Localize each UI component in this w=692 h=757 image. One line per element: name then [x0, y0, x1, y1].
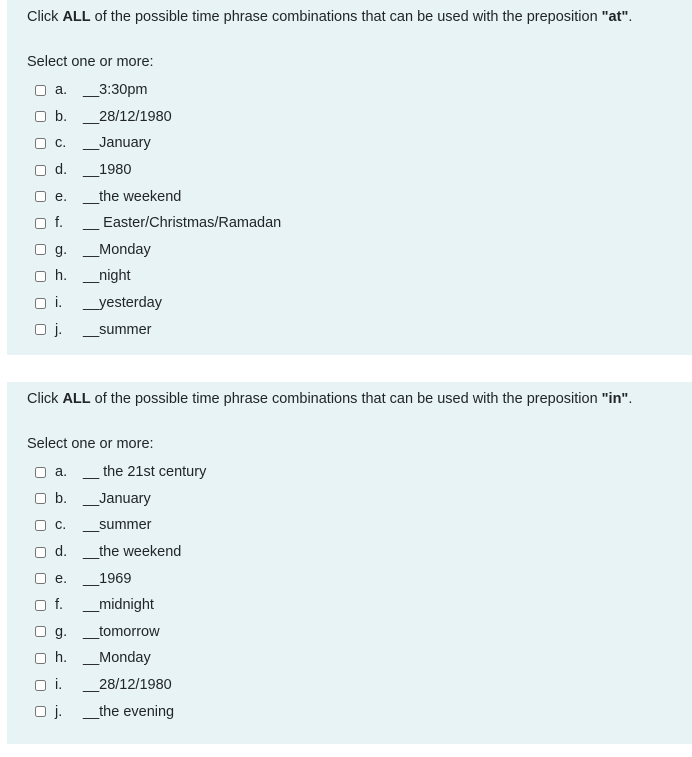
answer-checkbox[interactable] — [35, 111, 46, 122]
answer-letter: a. — [55, 82, 68, 99]
answer-checkbox[interactable] — [35, 493, 46, 504]
answer-text[interactable]: __night — [83, 268, 131, 285]
answer-checkbox[interactable] — [35, 218, 46, 229]
answer-text[interactable]: __28/12/1980 — [83, 677, 172, 694]
question-preposition: "in" — [601, 391, 629, 407]
answer-list — [35, 459, 206, 725]
question-1-panel — [7, 0, 692, 355]
answer-option[interactable] — [35, 512, 206, 539]
answer-letter: i. — [55, 295, 63, 312]
answer-checkbox[interactable] — [35, 626, 46, 637]
answer-letter: g. — [55, 241, 68, 258]
answer-option[interactable] — [35, 263, 281, 290]
answer-checkbox[interactable] — [35, 467, 46, 478]
answer-letter: f. — [55, 215, 64, 232]
answer-text[interactable]: __January — [83, 490, 151, 507]
answer-letter: d. — [55, 162, 68, 179]
answer-checkbox[interactable] — [35, 324, 46, 335]
answer-option[interactable] — [35, 77, 281, 104]
answer-letter: h. — [55, 650, 68, 667]
answer-checkbox[interactable] — [35, 573, 46, 584]
answer-list — [35, 77, 281, 343]
answer-text[interactable]: __Monday — [83, 241, 151, 258]
answer-letter: e. — [55, 188, 68, 205]
question-text-start: Click — [27, 9, 63, 25]
answer-letter: d. — [55, 544, 68, 561]
answer-checkbox[interactable] — [35, 271, 46, 282]
answer-option[interactable] — [35, 486, 206, 513]
answer-checkbox[interactable] — [35, 680, 46, 691]
answer-text[interactable]: __tomorrow — [83, 623, 160, 640]
answer-checkbox[interactable] — [35, 191, 46, 202]
answer-option[interactable] — [35, 290, 281, 317]
answer-checkbox[interactable] — [35, 244, 46, 255]
answer-text[interactable]: __1969 — [83, 570, 132, 587]
answer-letter: c. — [55, 517, 67, 534]
answer-text[interactable]: __1980 — [83, 162, 132, 179]
select-prompt: Select one or more: — [27, 54, 154, 70]
answer-letter: a. — [55, 464, 68, 481]
answer-option[interactable] — [35, 619, 206, 646]
question-2-panel — [7, 382, 692, 744]
answer-text[interactable]: __yesterday — [83, 295, 162, 312]
answer-letter: h. — [55, 268, 68, 285]
answer-text[interactable]: __ Easter/Christmas/Ramadan — [83, 215, 282, 232]
answer-text[interactable]: __28/12/1980 — [83, 108, 172, 125]
answer-option[interactable] — [35, 645, 206, 672]
answer-letter: c. — [55, 135, 67, 152]
answer-text[interactable]: __summer — [83, 321, 152, 338]
answer-text[interactable]: __ the 21st century — [83, 464, 207, 481]
answer-checkbox[interactable] — [35, 547, 46, 558]
answer-checkbox[interactable] — [35, 520, 46, 531]
answer-letter: j. — [55, 321, 63, 338]
answer-letter: f. — [55, 597, 64, 614]
answer-text[interactable]: __summer — [83, 517, 152, 534]
question-text-middle: of the possible time phrase combinations that can be used with the preposition — [90, 391, 602, 407]
answer-option[interactable] — [35, 565, 206, 592]
answer-text[interactable]: __the weekend — [83, 544, 182, 561]
answer-letter: i. — [55, 677, 63, 694]
answer-letter: j. — [55, 703, 63, 720]
answer-option[interactable] — [35, 210, 281, 237]
answer-text[interactable]: __the weekend — [83, 188, 182, 205]
answer-checkbox[interactable] — [35, 85, 46, 96]
question-text-middle: of the possible time phrase combinations that can be used with the preposition — [90, 9, 602, 25]
select-prompt: Select one or more: — [27, 436, 154, 452]
answer-option[interactable] — [35, 672, 206, 699]
answer-letter: b. — [55, 490, 68, 507]
answer-option[interactable] — [35, 237, 281, 264]
question-1-text — [27, 7, 632, 27]
answer-option[interactable] — [35, 104, 281, 131]
answer-option[interactable] — [35, 316, 281, 343]
answer-text[interactable]: __January — [83, 135, 151, 152]
question-2-text — [27, 389, 632, 409]
answer-option[interactable] — [35, 130, 281, 157]
answer-checkbox[interactable] — [35, 600, 46, 611]
answer-text[interactable]: __Monday — [83, 650, 151, 667]
answer-option[interactable] — [35, 539, 206, 566]
question-text-end: . — [628, 391, 633, 407]
answer-text[interactable]: __the evening — [83, 703, 175, 720]
question-text-start: Click — [27, 391, 63, 407]
answer-option[interactable] — [35, 183, 281, 210]
answer-checkbox[interactable] — [35, 298, 46, 309]
answer-option[interactable] — [35, 157, 281, 184]
answer-text[interactable]: __3:30pm — [83, 82, 148, 99]
answer-checkbox[interactable] — [35, 165, 46, 176]
answer-letter: e. — [55, 570, 68, 587]
question-preposition: "at" — [601, 9, 629, 25]
answer-checkbox[interactable] — [35, 138, 46, 149]
answer-checkbox[interactable] — [35, 706, 46, 717]
answer-letter: b. — [55, 108, 68, 125]
answer-checkbox[interactable] — [35, 653, 46, 664]
question-text-end: . — [628, 9, 633, 25]
question-text-emphasis: ALL — [62, 9, 91, 25]
answer-option[interactable] — [35, 698, 206, 725]
answer-option[interactable] — [35, 459, 206, 486]
answer-option[interactable] — [35, 592, 206, 619]
answer-letter: g. — [55, 623, 68, 640]
answer-text[interactable]: __midnight — [83, 597, 154, 614]
question-text-emphasis: ALL — [62, 391, 91, 407]
